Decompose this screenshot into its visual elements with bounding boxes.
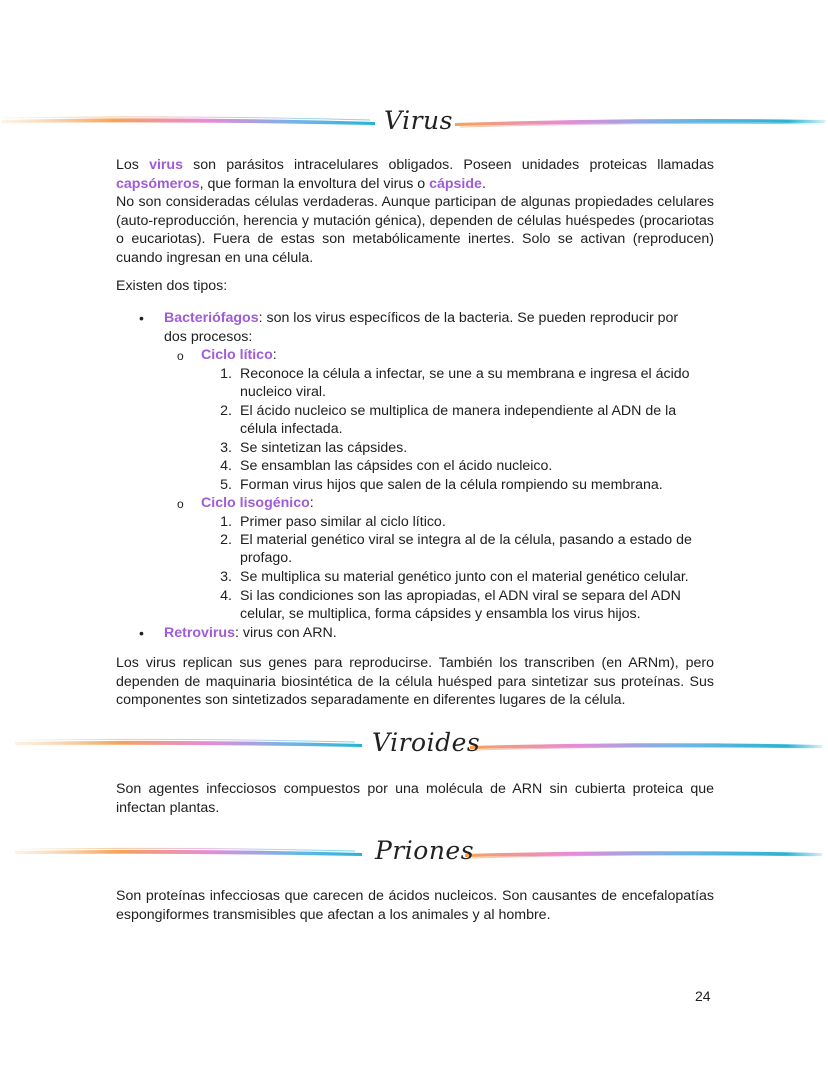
list-item: El material genético viral se integra al de la célula, pasando a estado de <box>240 532 692 548</box>
intro-paragraph-2: No son consideradas células verdaderas. Aunque participan de algunas propiedades celulares (auto-reproducción, herencia y mutación génica), dependen de células huéspedes (procariotas o eucariotas). Fuera de estas son metabólicamente inertes. Solo se activan (reproducen) cuando ingresan en una célula. <box>116 194 714 266</box>
term-capside: cápside <box>429 175 482 192</box>
text-run: Los <box>116 157 150 173</box>
bacteriofagos-line-2: dos procesos: <box>164 329 253 345</box>
list-item: Reconoce la célula a infectar, se une a su membrana e ingresa el ácido <box>240 366 690 382</box>
list-number: 5. <box>220 477 232 493</box>
tipos-line: Existen dos tipos: <box>116 277 228 294</box>
term-retrovirus: Retrovirus <box>164 625 235 641</box>
ciclo-lisogenico-heading <box>201 494 314 513</box>
list-item: Se sintetizan las cápsides. <box>240 440 408 456</box>
term-virus: virus <box>149 157 183 173</box>
list-number: 4. <box>220 458 232 474</box>
virus-intro <box>116 156 714 295</box>
ciclo-litico-heading <box>201 346 277 365</box>
list-number: 2. <box>220 403 232 419</box>
section-title-priones: Priones <box>375 836 475 865</box>
list-number: 1. <box>220 366 232 382</box>
text-run: . <box>481 175 486 192</box>
list-item: Si las condiciones son las apropiadas, el ADN viral se separa del ADN <box>240 588 681 604</box>
list-item-cont: célula infectada. <box>240 421 343 437</box>
term-capsomeros: capsómeros <box>116 175 200 192</box>
list-item: Primer paso similar al ciclo lítico. <box>240 514 446 530</box>
bullet-icon: • <box>139 625 144 641</box>
list-item: Se multiplica su material genético junto con el material genético celular. <box>240 569 689 585</box>
bullet-icon: • <box>139 310 144 326</box>
term-ciclo-lisogenico: Ciclo lisogénico <box>201 495 310 511</box>
text-run: , que forman la envoltura del virus o <box>199 175 430 192</box>
section-title-viroides: Viroides <box>372 728 481 757</box>
circle-marker-icon: o <box>177 497 184 511</box>
retrovirus-line <box>164 624 337 643</box>
circle-marker-icon: o <box>177 349 184 363</box>
list-number: 3. <box>220 569 232 585</box>
list-number: 4. <box>220 588 232 604</box>
list-number: 2. <box>220 532 232 548</box>
text-run: son parásitos intracelulares obligados. Poseen unidades proteicas llamadas <box>182 157 714 173</box>
viroides-paragraph: Son agentes infecciosos compuestos por una molécula de ARN sin cubierta proteica que infectan plantas. <box>116 781 714 816</box>
page-number: 24 <box>695 988 711 1004</box>
text-run: : <box>309 495 314 511</box>
text-run: : virus con ARN. <box>234 625 337 641</box>
list-number: 3. <box>220 440 232 456</box>
section-title-virus: Virus <box>384 106 453 135</box>
term-bacteriofagos: Bacteriófagos <box>164 310 259 326</box>
list-number: 1. <box>220 514 232 530</box>
priones-paragraph: Son proteínas infecciosas que carecen de ácidos nucleicos. Son causantes de encefalopatías espongiformes transmisibles que afectan a los animales y al hombre. <box>116 888 714 923</box>
list-item: Forman virus hijos que salen de la célula rompiendo su membrana. <box>240 477 663 493</box>
list-item-cont: profago. <box>240 550 293 566</box>
closing-paragraph: Los virus replican sus genes para reproducirse. También los transcriben (en ARNm), pero dependen de maquinaria biosintética de la célula huésped para sintetizar sus proteínas. Sus componentes son sintetizados separadamente en diferentes lugares de la célula. <box>116 655 714 709</box>
intro-paragraph-1 <box>116 156 714 193</box>
bacteriofagos-line-1 <box>164 309 714 328</box>
list-item-cont: nucleico viral. <box>240 384 326 400</box>
term-ciclo-litico: Ciclo lítico <box>201 347 273 363</box>
text-run: : son los virus específicos de la bacteria. Se pueden reproducir por <box>258 310 679 326</box>
text-run: : <box>272 347 277 363</box>
list-item: Se ensamblan las cápsides con el ácido nucleico. <box>240 458 553 474</box>
list-item: El ácido nucleico se multiplica de manera independiente al ADN de la <box>240 403 677 419</box>
list-item-cont: celular, se multiplica, forma cápsides y ensambla los virus hijos. <box>240 606 641 622</box>
